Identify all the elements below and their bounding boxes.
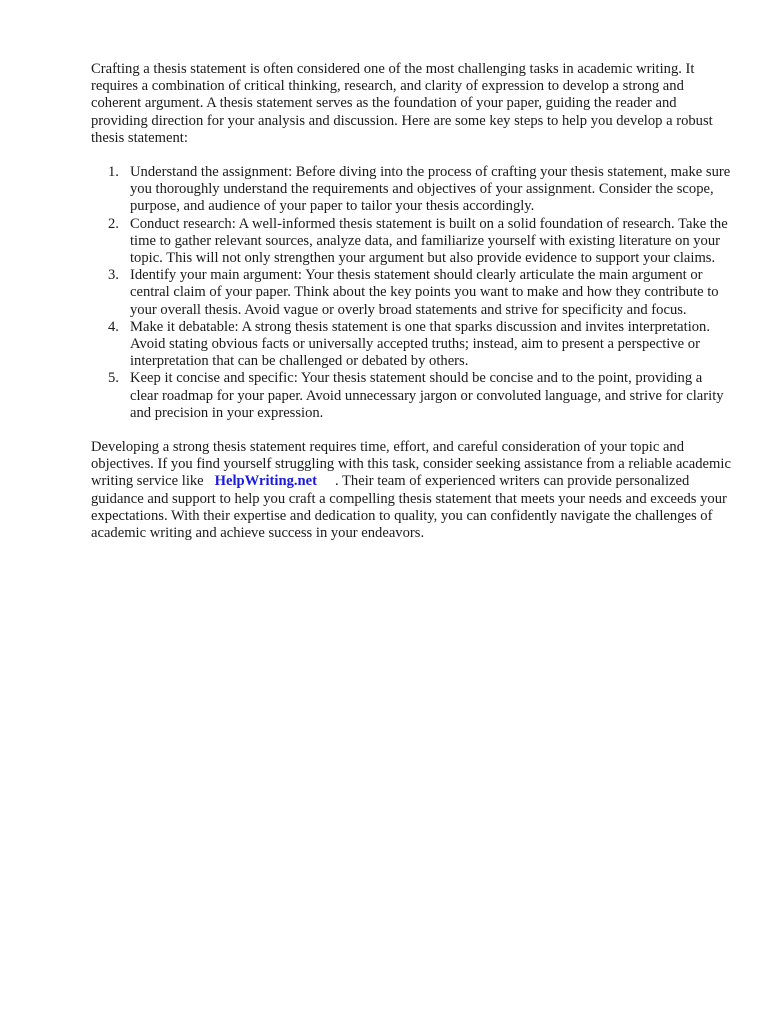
list-item-text: Conduct research: A well-informed thesis statement is built on a solid foundation of research. Take the time to gather relevant sources, analyze data, and familiarize yourself with existing literature on your topic. This will not only strengthen your argument but also provide evidence to support your claims.: [130, 215, 728, 267]
list-item: [91, 216, 731, 268]
list-item: [91, 370, 731, 422]
list-item-number: 1.: [108, 164, 119, 181]
list-item-text: Understand the assignment: Before diving into the process of crafting your thesis statement, make sure you thoroughly understand the requirements and objectives of your assignment. Consider the scope, purpose, and audience of your paper to tailor your thesis accordingly.: [130, 164, 731, 215]
list-item-number: 3.: [108, 267, 119, 284]
intro-paragraph: Crafting a thesis statement is often considered one of the most challenging tasks in academic writing. It requires a combination of critical thinking, research, and clarity of expression to develop a strong and coherent argument. A thesis statement serves as the foundation of your paper, guiding the reader and providing direction for your analysis and discussion. Here are some key steps to help you develop a robust thesis statement:: [91, 61, 713, 146]
document-page: [91, 61, 731, 542]
conclusion-text-before-link: Developing a strong thesis statement requires time, effort, and careful consideration of your topic and objectives. If you find yourself struggling with this task, consider seeking assistance from a reliable academic writing service like: [91, 439, 731, 490]
conclusion-text-after-link: . Their team of experienced writers can provide personalized guidance and support to help you craft a compelling thesis statement that meets your needs and exceeds your expectations. With their expertise and dedication to quality, you can confidently navigate the challenges of academic writing and achieve success in your endeavors.: [91, 473, 727, 542]
list-item: [91, 319, 731, 371]
list-item: [91, 267, 731, 319]
list-item-text: Keep it concise and specific: Your thesis statement should be concise and to the point, providing a clear roadmap for your paper. Avoid unnecessary jargon or convoluted language, and strive for clarity and precision in your expression.: [130, 370, 724, 421]
steps-list: [91, 164, 731, 422]
conclusion-paragraph: [91, 439, 731, 542]
helpwriting-link[interactable]: HelpWriting.net: [214, 473, 317, 490]
list-item-number: 5.: [108, 370, 119, 387]
list-item-text: Identify your main argument: Your thesis statement should clearly articulate the main argument or central claim of your paper. Think about the key points you want to make and how they contribute to your overall thesis. Avoid vague or overly broad statements and strive for specificity and focus.: [130, 267, 719, 318]
list-item-number: 4.: [108, 318, 119, 335]
list-item: [91, 164, 731, 216]
list-item-number: 2.: [108, 215, 119, 232]
list-item-text: Make it debatable: A strong thesis statement is one that sparks discussion and invites interpretation. Avoid stating obvious facts or universally accepted truths; instead, aim to present a perspective or interpretation that can be challenged or debated by others.: [130, 318, 710, 370]
